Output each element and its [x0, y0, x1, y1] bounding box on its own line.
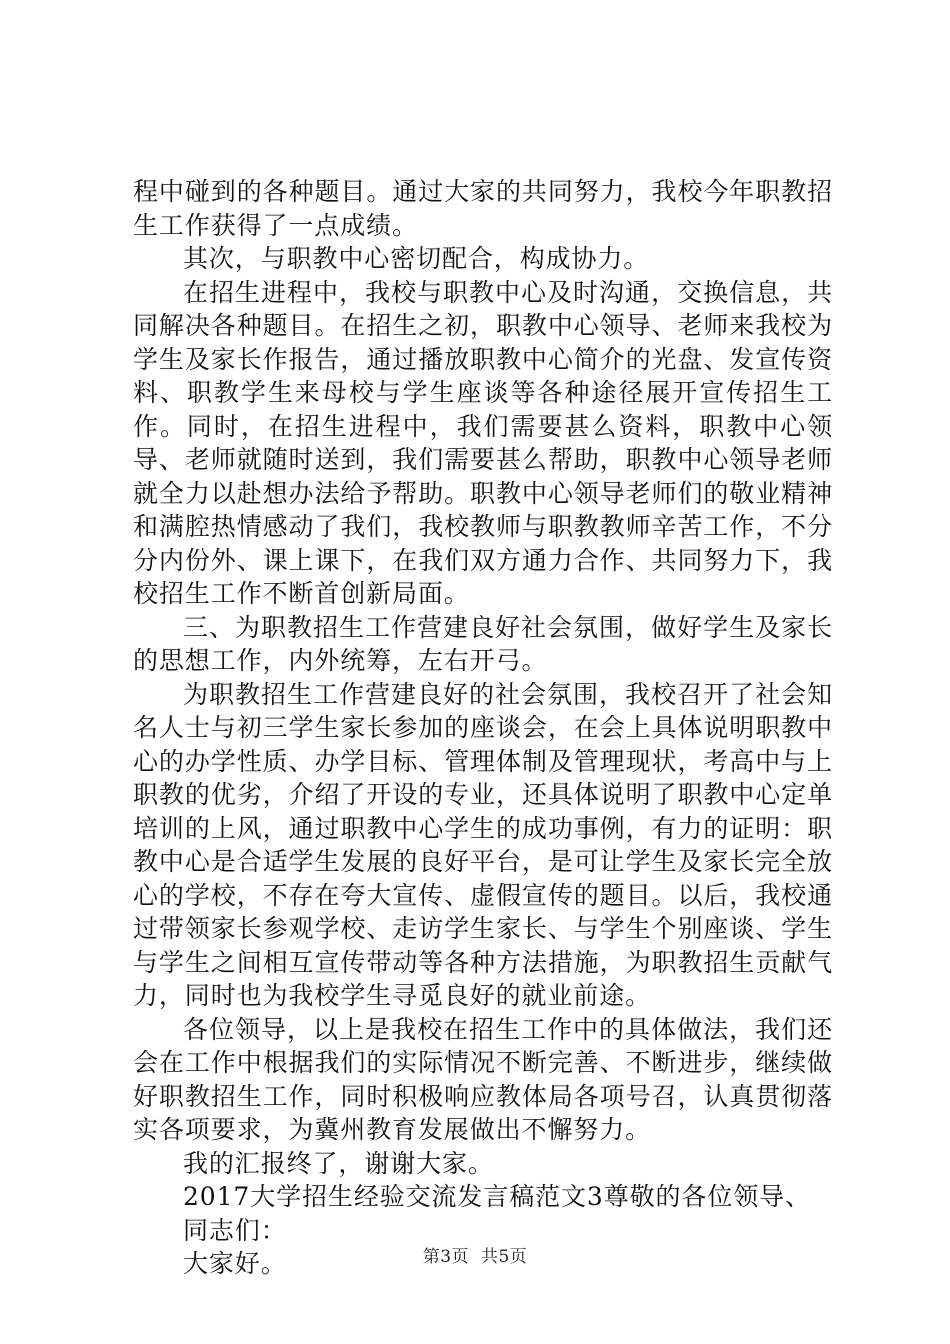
paragraph-5: 为职教招生工作营建良好的社会氛围，我校召开了社会知名人士与初三学生家长参加的座谈会，在会上具体说明职教中心的办学性质、办学目标、管理体制及管理现状，考高中与上职教的优劣，介绍了开设的专业，还具体说明了职教中心定单培训的上风，通过职教中心学生的成功事例，有力的证明：职教中心是合适学生发展的良好平台，是可让学生及家长完全放心的学校，不存在夸大宣传、虚假宣传的题目。以后，我校通过带领家长参观学校、走访学生家长、与学生个别座谈、学生与学生之间相互宣传带动等各种方法措施，为职教招生贡献气力，同时也为我校学生寻觅良好的就业前途。 [133, 679, 833, 1010]
paragraph-9: 同志们： [183, 1215, 287, 1245]
paragraph-2: 其次，与职教中心密切配合，构成协力。 [183, 244, 650, 273]
paragraph-7: 我的汇报终了，谢谢大家。 [183, 1148, 494, 1178]
paragraph-10: 大家好。 [183, 1249, 287, 1278]
paragraph-8: 2017大学招生经验交流发言稿范文3尊敬的各位领导、 [183, 1182, 811, 1211]
paragraph-3: 在招生进程中，我校与职教中心及时沟通，交换信息，共同解决各种题目。在招生之初，职教中心领导、老师来我校为学生及家长作报告，通过播放职教中心简介的光盘、发宣传资料、职教学生来母校与学生座谈等各种途径展开宣传招生工作。同时，在招生进程中，我们需要甚么资料，职教中心领导、老师就随时送到，我们需要甚么帮助，职教中心领导老师就全力以赴想办法给予帮助。职教中心领导老师们的敬业精神和满腔热情感动了我们，我校教师与职教教师辛苦工作，不分分内份外、课上课下，在我们双方通力合作、共同努力下，我校招生工作不断首创新局面。 [133, 277, 833, 608]
paragraph-4: 三、为职教招生工作营建良好社会氛围，做好学生及家长的思想工作，内外统筹，左右开弓。 [133, 612, 833, 675]
paragraph-1: 程中碰到的各种题目。通过大家的共同努力，我校今年职教招生工作获得了一点成绩。 [133, 177, 833, 240]
page-number: 第3页 [422, 1247, 470, 1267]
paragraph-6: 各位领导，以上是我校在招生工作中的具体做法，我们还会在工作中根据我们的实际情况不断完善、不断进步，继续做好职教招生工作，同时积极响应教体局各项号召，认真贯彻落实各项要求，为冀州教育发展做出不懈努力。 [133, 1014, 833, 1144]
page-footer [0, 1242, 950, 1267]
document-body [133, 175, 833, 1281]
page-total: 共5页 [480, 1247, 528, 1267]
